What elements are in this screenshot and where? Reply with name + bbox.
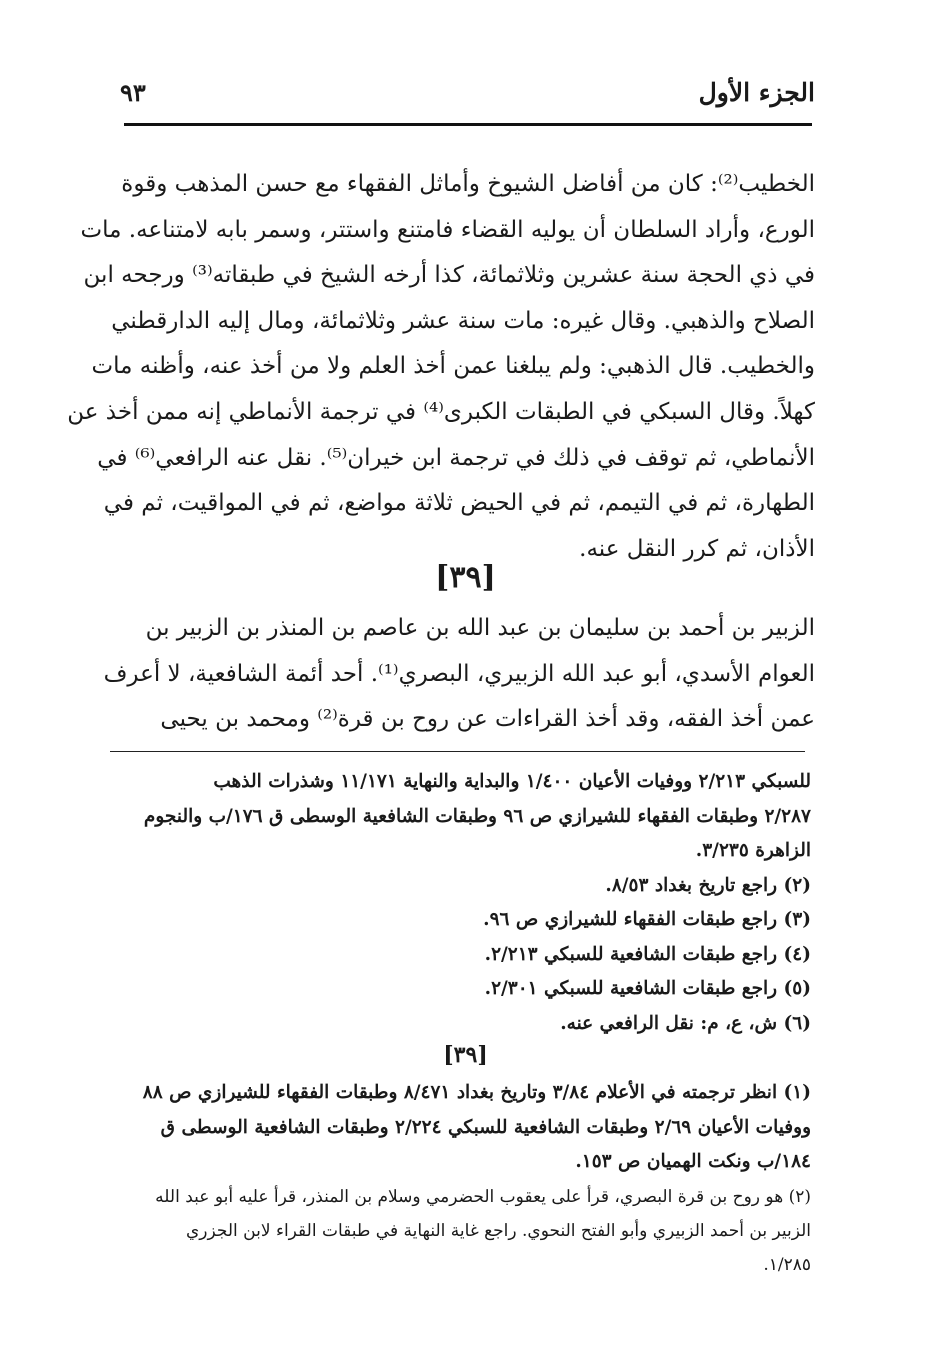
footnote-line: الزبير بن أحمد الزبيري وأبو الفتح النحوي. راجع غاية النهاية في طبقات القراء لابن الجزري xyxy=(186,1220,811,1241)
entry-39-text xyxy=(103,606,815,743)
footnote-line: ١٨٤/ب ونكت الهميان ص ١٥٣. xyxy=(575,1151,811,1172)
text-line: الورع، وأراد السلطان أن يوليه القضاء فامتنع واستتر، وسمر بابه لامتناعه. مات xyxy=(80,216,815,243)
footnote-line: (١) انظر ترجمته في الأعلام ٣/٨٤ وتاريخ بغداد ٨/٤٧١ وطبقات الفقهاء للشيرازي ص ٨٨ xyxy=(142,1082,811,1103)
text-line: العوام الأسدي، أبو عبد الله الزبيري، البصري⁽¹⁾. أحد أئمة الشافعية، لا أعرف xyxy=(103,660,815,687)
footnote-line: للسبكي ٢/٢١٣ ووفيات الأعيان ١/٤٠٠ والبداية والنهاية ١١/١٧١ وشذرات الذهب xyxy=(213,771,811,792)
footnote-line: ١/٢٨٥. xyxy=(763,1254,811,1275)
running-title: الجزء الأول xyxy=(698,78,815,107)
entry-number: [٣٩] xyxy=(435,560,496,595)
footnote-line: ٢/٢٨٧ وطبقات الفقهاء للشيرازي ص ٩٦ وطبقات الشافعية الوسطى ق ١٧٦/ب والنجوم xyxy=(143,805,811,827)
text-line: والخطيب. قال الذهبي: ولم يبلغنا عمن أخذ العلم ولا من أخذ عنه، وأظنه مات xyxy=(91,353,815,380)
text-line: عمن أخذ الفقه، وقد أخذ القراءات عن روح بن قرة⁽²⁾ ومحمد بن يحيى xyxy=(160,706,815,733)
text-line: الصلاح والذهبي. وقال غيره: مات سنة عشر وثلاثمائة، ومال إليه الدارقطني xyxy=(111,307,815,334)
footnotes-entry-39 xyxy=(108,1076,811,1282)
footnote-line: ووفيات الأعيان ٢/٦٩ وطبقات الشافعية للسبكي ٢/٢٢٤ وطبقات الشافعية الوسطى ق xyxy=(160,1116,811,1138)
footnotes-previous-entry xyxy=(108,765,811,1041)
footnote-2 xyxy=(108,1180,811,1282)
text-line: الأذان، ثم كرر النقل عنه. xyxy=(579,535,815,562)
text-line: الزبير بن أحمد بن سليمان بن عبد الله بن عاصم بن المنذر بن الزبير بن xyxy=(145,615,815,641)
text-line: الطهارة، ثم في التيمم، ثم في الحيض ثلاثة مواضع، ثم في المواقيت، ثم في xyxy=(103,490,815,517)
footnote-line: (٥) راجع طبقات الشافعية للسبكي ٢/٣٠١. xyxy=(484,978,811,999)
text-line: كهلاً. وقال السبكي في الطبقات الكبرى⁽⁴⁾ في ترجمة الأنماطي إنه ممن أخذ عن xyxy=(67,398,815,425)
entry-continuation xyxy=(67,162,815,572)
footnote-line: (٦) ش، ع، م: نقل الرافعي عنه. xyxy=(560,1012,811,1034)
footnote-line: (٢) هو روح بن قرة البصري، قرأ على يعقوب الحضرمي وسلام بن المنذر، قرأ عليه أبو عبد الله xyxy=(155,1186,811,1207)
footnote-rule xyxy=(110,751,805,752)
text-line: الأنماطي، ثم توقف في ذلك في ترجمة ابن خيران⁽⁵⁾. نقل عنه الرافعي⁽⁶⁾ في xyxy=(97,444,815,471)
text-line: في ذي الحجة سنة عشرين وثلاثمائة، كذا أرخه الشيخ في طبقاته⁽³⁾ ورجحه ابن xyxy=(83,262,815,289)
footnote-entry-number: [٣٩] xyxy=(443,1042,488,1068)
footnote-line: (٤) راجع طبقات الشافعية للسبكي ٢/٢١٣. xyxy=(484,943,811,965)
text-line: الخطيب⁽²⁾: كان من أفاضل الشيوخ وأماثل الفقهاء مع حسن المذهب وقوة xyxy=(121,171,815,197)
page-header xyxy=(120,78,815,118)
header-rule xyxy=(124,123,812,126)
page-number: ٩٣ xyxy=(120,78,146,107)
footnote-line: الزاهرة ٣/٢٣٥. xyxy=(695,840,811,861)
footnote-line: (٢) راجع تاريخ بغداد ٨/٥٣. xyxy=(605,874,811,896)
footnote-line: (٣) راجع طبقات الفقهاء للشيرازي ص ٩٦. xyxy=(483,909,811,930)
